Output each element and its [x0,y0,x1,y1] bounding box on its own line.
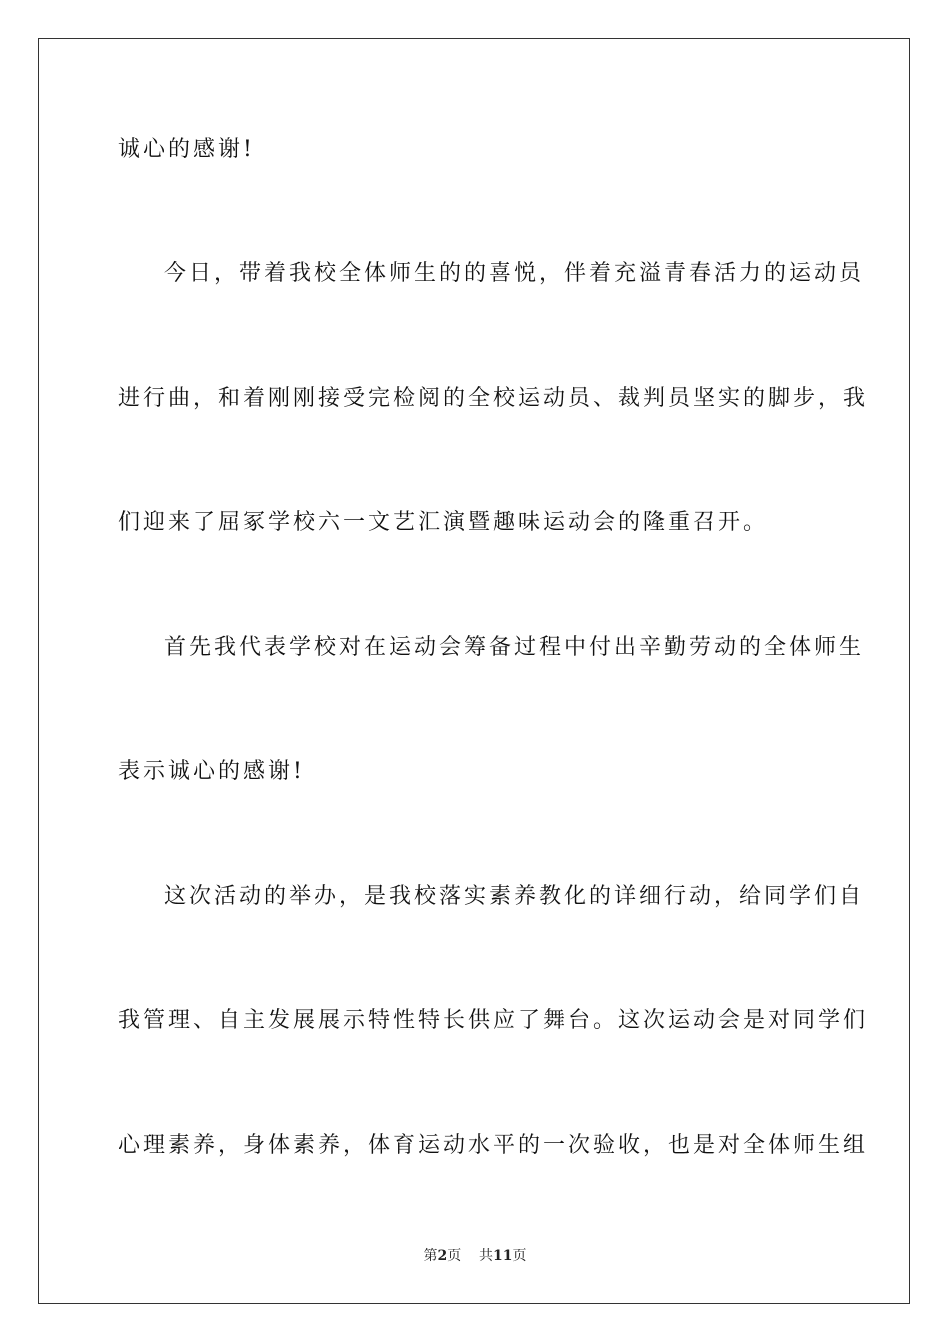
page-border [38,38,910,1304]
page-number: 第2页 [423,1248,462,1264]
body-text-line: 进行曲，和着刚刚接受完检阅的全校运动员、裁判员坚实的脚步，我 [118,386,869,411]
body-text-line: 今日，带着我校全体师生的的喜悦，伴着充溢青春活力的运动员 [164,261,865,286]
body-text-line: 诚心的感谢! [118,137,255,162]
body-text-line: 这次活动的举办，是我校落实素养教化的详细行动，给同学们自 [164,884,865,909]
page-footer [0,1246,950,1266]
body-text-line: 表示诚心的感谢! [118,759,305,784]
body-text-line: 心理素养，身体素养，体育运动水平的一次验收，也是对全体师生组 [118,1133,869,1158]
body-text-line: 们迎来了屈冢学校六一文艺汇演暨趣味运动会的隆重召开。 [118,510,769,535]
page-total: 共11页 [479,1248,527,1264]
body-text-line: 我管理、自主发展展示特性特长供应了舞台。这次运动会是对同学们 [118,1008,869,1033]
body-text-line: 首先我代表学校对在运动会筹备过程中付出辛勤劳动的全体师生 [164,635,865,660]
